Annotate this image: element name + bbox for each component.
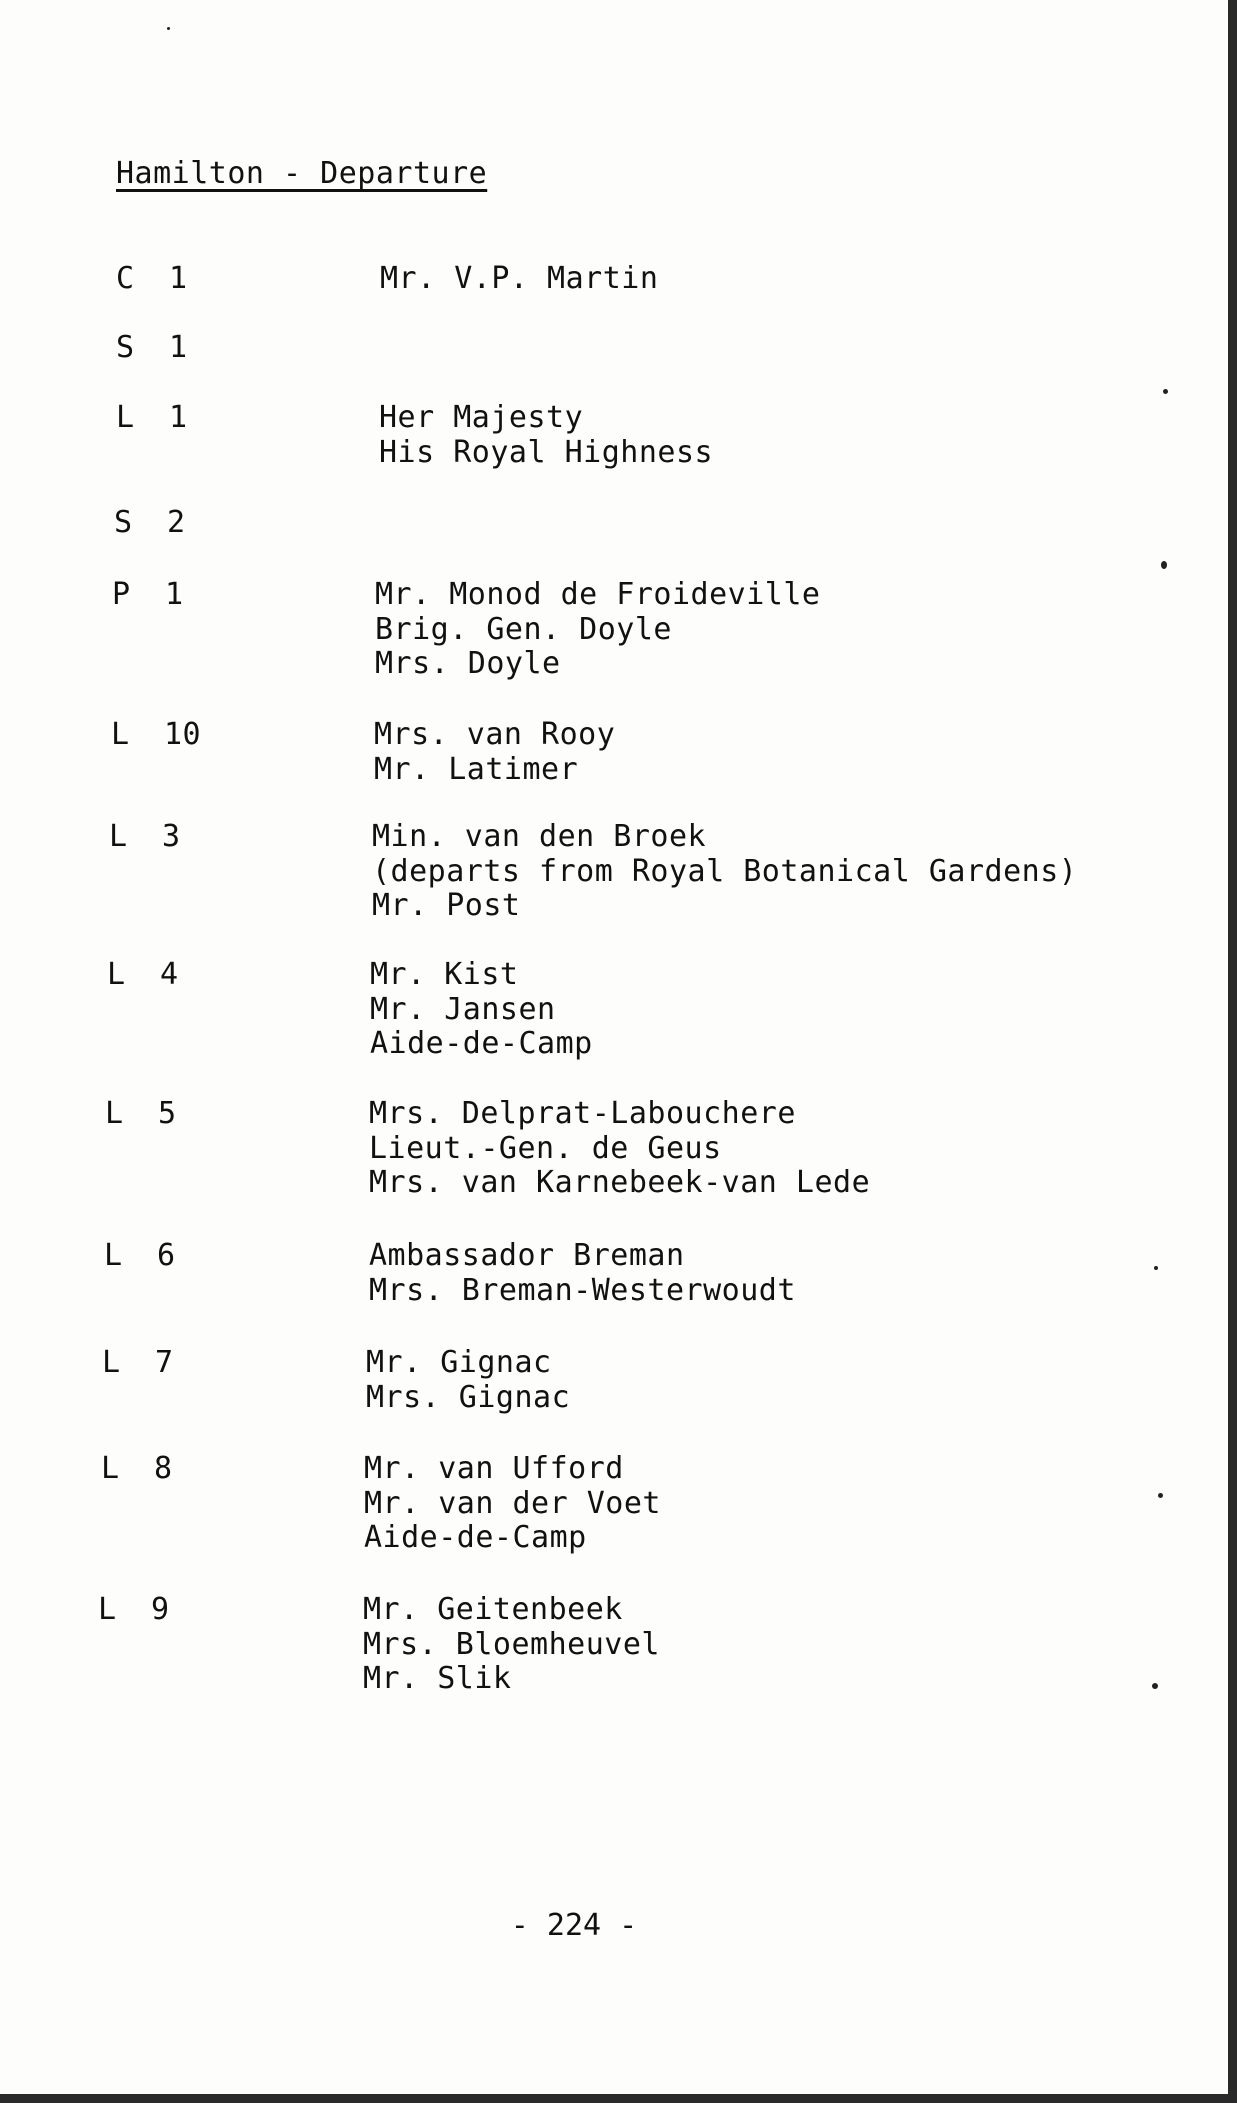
passenger-name: Mr. Gignac [366, 1345, 552, 1380]
vehicle-number: 1 [169, 400, 188, 435]
passenger-name: Mr. van Ufford [364, 1451, 624, 1486]
vehicle-code: L [116, 400, 135, 435]
vehicle-code: L [105, 1096, 124, 1131]
vehicle-number: 1 [165, 577, 184, 612]
vehicle-code: L [104, 1238, 123, 1273]
passenger-name: Mr. V.P. Martin [380, 261, 659, 296]
passenger-name: Mrs. Breman-Westerwoudt [369, 1272, 796, 1308]
passenger-name: Mrs. van Karnebeek-van Lede [369, 1165, 871, 1200]
document-title: Hamilton - Departure [116, 156, 488, 191]
scan-speck [167, 27, 170, 30]
vehicle-number: 2 [167, 505, 186, 540]
vehicle-code: S [116, 330, 135, 365]
passenger-name: Mrs. Doyle [375, 646, 561, 681]
passenger-list [372, 820, 1172, 924]
passenger-name: Min. van den Broek [372, 819, 707, 854]
passenger-name: Mrs. Delprat-Labouchere [369, 1096, 796, 1131]
passenger-name: Mr. Latimer [374, 751, 579, 787]
passenger-name: Mr. Slik [363, 1661, 512, 1696]
vehicle-code: L [102, 1345, 121, 1380]
passenger-name: Brig. Gen. Doyle [375, 611, 672, 647]
passenger-list [370, 958, 1170, 1062]
passenger-list [369, 1097, 1169, 1201]
vehicle-code: L [98, 1592, 117, 1627]
passenger-name: Mr. Jansen [370, 991, 556, 1027]
passenger-list [369, 1239, 1169, 1308]
passenger-name: Mr. Geitenbeek [363, 1592, 623, 1627]
passenger-list [366, 1346, 1166, 1415]
passenger-name: Mr. Kist [370, 957, 519, 992]
scan-speck [1158, 1493, 1163, 1498]
passenger-name: Lieut.-Gen. de Geus [369, 1130, 722, 1166]
vehicle-code: L [111, 717, 130, 752]
passenger-name: His Royal Highness [379, 434, 714, 470]
passenger-name: Mrs. Bloemheuvel [363, 1626, 660, 1662]
vehicle-number: 6 [157, 1238, 176, 1273]
scan-speck [1161, 561, 1167, 569]
passenger-name: Mr. Post [372, 888, 521, 923]
passenger-name: Her Majesty [379, 400, 584, 435]
vehicle-number: 9 [151, 1592, 170, 1627]
scan-speck [1152, 1683, 1158, 1689]
passenger-name: Mrs. van Rooy [374, 717, 616, 752]
vehicle-code: L [109, 819, 128, 854]
passenger-name: Ambassador Breman [369, 1238, 685, 1273]
vehicle-number: 7 [155, 1345, 174, 1380]
vehicle-number: 8 [154, 1451, 173, 1486]
passenger-name: Aide-de-Camp [370, 1026, 593, 1061]
passenger-name: Mrs. Gignac [366, 1379, 571, 1415]
passenger-name: Mr. van der Voet [364, 1485, 661, 1521]
vehicle-code: L [107, 957, 126, 992]
vehicle-code: L [101, 1451, 120, 1486]
vehicle-number: 1 [169, 330, 188, 365]
vehicle-code: C [116, 261, 135, 296]
vehicle-number: 10 [164, 717, 202, 752]
passenger-name: (departs from Royal Botanical Gardens) [372, 853, 1078, 889]
passenger-list [379, 401, 1179, 470]
vehicle-code: P [112, 577, 131, 612]
passenger-name: Aide-de-Camp [364, 1520, 587, 1555]
vehicle-number: 1 [169, 261, 188, 296]
vehicle-code: S [114, 505, 133, 540]
passenger-list [380, 262, 1180, 297]
scan-speck [1154, 1266, 1158, 1270]
passenger-name: Mr. Monod de Froideville [375, 577, 821, 612]
page-number: - 224 - [510, 1908, 638, 1943]
passenger-list [374, 718, 1174, 787]
passenger-list [364, 1452, 1164, 1556]
vehicle-number: 4 [160, 957, 179, 992]
vehicle-number: 3 [162, 819, 181, 854]
passenger-list [375, 578, 1175, 682]
scan-speck [1163, 389, 1168, 394]
vehicle-number: 5 [158, 1096, 177, 1131]
passenger-list [363, 1593, 1163, 1697]
